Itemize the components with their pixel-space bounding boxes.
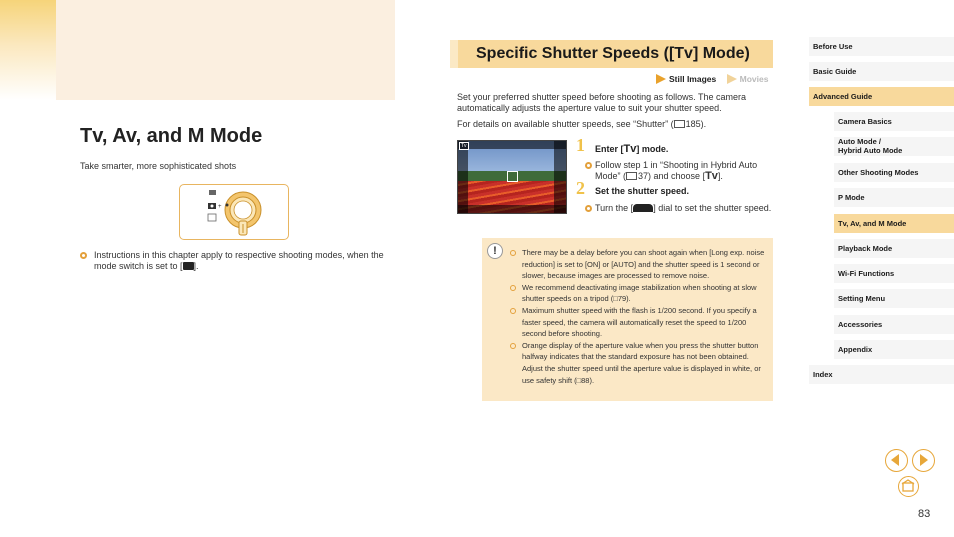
step-2-label: Set the shutter speed. [595, 186, 690, 196]
details-ref[interactable]: 185). [685, 119, 707, 129]
step-2-text: Turn the [ ] dial to set the shutter speed. [585, 203, 775, 214]
page-ref-icon [626, 172, 637, 180]
section-header [450, 40, 773, 68]
page-number: 83 [918, 508, 931, 520]
chapter-note-text: Instructions in this chapter apply to respective shooting modes, when the mode switch is set to [ [94, 250, 384, 271]
nav-index[interactable]: Index [809, 365, 954, 384]
tv-mode-icon: Tv [623, 143, 637, 155]
af-frame-icon [507, 171, 518, 182]
nav-auto-mode[interactable]: Auto Mode / Hybrid Auto Mode [834, 137, 954, 156]
control-dial-icon [633, 204, 653, 212]
nav-other-shooting-modes[interactable]: Other Shooting Modes [834, 163, 954, 182]
bullet-icon [510, 250, 516, 256]
mode-dial-icon [180, 185, 290, 241]
nav-camera-basics[interactable]: Camera Basics [834, 112, 954, 131]
arrow-right-icon [913, 450, 933, 470]
arrow-left-icon [886, 450, 906, 470]
chapter-note [80, 250, 390, 272]
nav-accessories[interactable]: Accessories [834, 315, 954, 334]
movies-arrow-icon [727, 74, 737, 84]
caution-box [482, 238, 773, 401]
step-number-2: 2 [576, 178, 585, 198]
caution-list [510, 247, 768, 386]
caution-item: Maximum shutter speed with the flash is 1/200 second. If you specify a faster speed, the camera will automatically reset the speed to 1/200 second before shooting. [510, 305, 768, 340]
details-text: For details on available shutter speeds, see “Shutter” ( [457, 119, 674, 129]
still-images-arrow-icon [656, 74, 666, 84]
nav-appendix[interactable]: Appendix [834, 340, 954, 359]
bullet-icon [510, 343, 516, 349]
step-1-text: Follow step 1 in “Shooting in Hybrid Auto Mode” ( 37) and choose [Tv]. [585, 160, 775, 182]
bullet-icon [585, 162, 592, 169]
home-icon [899, 477, 917, 495]
mode-indicator [656, 74, 768, 84]
svg-text:+: + [218, 204, 222, 210]
chapter-note-end: ]. [193, 261, 199, 271]
nav-advanced-guide[interactable]: Advanced Guide [809, 87, 954, 106]
bullet-icon [585, 205, 592, 212]
step-1-label: Enter [Tv] mode. [595, 143, 669, 155]
bullet-icon [510, 285, 516, 291]
camera-mode-badge: Tv [461, 143, 467, 149]
nav-wifi-functions[interactable]: Wi-Fi Functions [834, 264, 954, 283]
page-ref-icon [674, 120, 685, 128]
prev-page-button[interactable] [885, 449, 908, 472]
nav-playback-mode[interactable]: Playback Mode [834, 239, 954, 258]
section-title: Specific Shutter Speeds ([Tv] Mode) [476, 45, 750, 62]
home-button[interactable] [898, 476, 919, 497]
camera-icon [183, 262, 194, 270]
caution-item: We recommend deactivating image stabilization when shooting at slow shutter speeds on a tripod (□79). [510, 282, 768, 305]
nav-tv-av-m-mode[interactable]: Tv, Av, and M Mode [834, 214, 954, 233]
nav-basic-guide[interactable]: Basic Guide [809, 62, 954, 81]
camera-screen-image [457, 140, 567, 214]
corner-decoration [0, 0, 56, 100]
chapter-banner [56, 0, 395, 100]
chapter-subtitle: Take smarter, more sophisticated shots [80, 161, 237, 171]
next-page-button[interactable] [912, 449, 935, 472]
nav-setting-menu[interactable]: Setting Menu [834, 289, 954, 308]
bullet-icon [510, 308, 516, 314]
section-intro: Set your preferred shutter speed before shooting as follows. The camera automatically adjusts the aperture value to suit your shutter speed. [457, 92, 746, 113]
still-images-label: Still Images [669, 74, 717, 84]
section-details [457, 119, 775, 129]
step-number-1: 1 [576, 135, 585, 155]
bullet-icon [80, 252, 87, 259]
mode-switch-illustration [179, 184, 289, 240]
caution-item: Orange display of the aperture value when you press the shutter button halfway indicates that the standard exposure has not been obtained. Adjust the shutter speed until the aperture value is displayed in white, or use safety shift (□88). [510, 340, 768, 386]
chapter-title: Tv, Av, and M Mode [80, 125, 263, 147]
tv-mode-icon: Tv [705, 170, 718, 182]
caution-icon: ! [487, 243, 503, 259]
caution-item: There may be a delay before you can shoot again when [Long exp. noise reduction] is set to [ON] or [AUTO] and the shutter speed is 1 second or slower, because images are processed to remove noise. [510, 247, 768, 282]
nav-before-use[interactable]: Before Use [809, 37, 954, 56]
movies-label: Movies [739, 74, 769, 84]
nav-p-mode[interactable]: P Mode [834, 188, 954, 207]
